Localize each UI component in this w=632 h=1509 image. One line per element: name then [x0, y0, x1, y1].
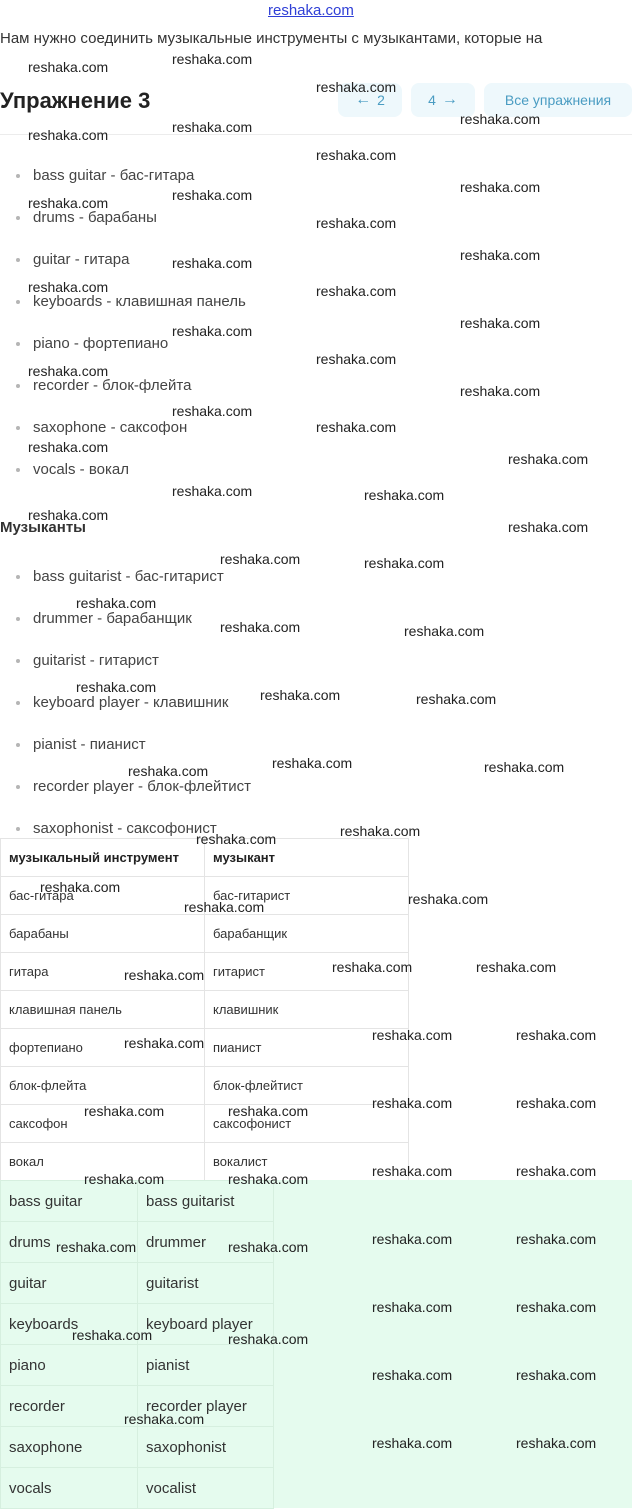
watermark: reshaka.com: [272, 755, 353, 771]
musician-item: [0, 735, 251, 777]
table-cell: бас-гитарист: [205, 877, 409, 915]
watermark: reshaka.com: [124, 1411, 205, 1427]
watermark: reshaka.com: [128, 763, 209, 779]
watermark: reshaka.com: [84, 1171, 165, 1187]
bullet-icon: [16, 785, 20, 789]
watermark: reshaka.com: [460, 315, 541, 331]
table-cell: recorder player: [138, 1386, 274, 1427]
watermark: reshaka.com: [172, 255, 253, 271]
bullet-icon: [16, 384, 20, 388]
watermark: reshaka.com: [316, 351, 397, 367]
watermark: reshaka.com: [40, 879, 121, 895]
instrument-text: saxophone - саксофон: [33, 419, 188, 436]
watermark: reshaka.com: [172, 51, 253, 67]
table-cell: вокалист: [205, 1143, 409, 1181]
table-cell: keyboards: [1, 1304, 138, 1345]
watermark: reshaka.com: [228, 1239, 309, 1255]
table-cell: piano: [1, 1345, 138, 1386]
watermark: reshaka.com: [372, 1231, 453, 1247]
table-row: [1, 1427, 274, 1468]
musician-text: bass guitarist - бас-гитарист: [33, 568, 224, 585]
watermark: reshaka.com: [196, 831, 277, 847]
watermark: reshaka.com: [416, 691, 497, 707]
watermark: reshaka.com: [28, 507, 109, 523]
bullet-icon: [16, 174, 20, 178]
musician-item: [0, 693, 251, 735]
watermark: reshaka.com: [316, 419, 397, 435]
bullet-icon: [16, 827, 20, 831]
table-cell: bass guitar: [1, 1181, 138, 1222]
table-cell: recorder: [1, 1386, 138, 1427]
next-exercise-label: 4: [428, 92, 436, 108]
watermark: reshaka.com: [228, 1331, 309, 1347]
bullet-icon: [16, 659, 20, 663]
instrument-text: vocals - вокал: [33, 461, 129, 478]
musicians-list: [0, 567, 251, 861]
watermark: reshaka.com: [340, 823, 421, 839]
watermark: reshaka.com: [228, 1103, 309, 1119]
watermark: reshaka.com: [516, 1435, 597, 1451]
bullet-icon: [16, 743, 20, 747]
watermark: reshaka.com: [516, 1163, 597, 1179]
watermark: reshaka.com: [172, 187, 253, 203]
table-row: [1, 1105, 409, 1143]
table-cell: keyboard player: [138, 1304, 274, 1345]
instrument-item: [0, 208, 246, 250]
table-row: [1, 1345, 274, 1386]
watermark: reshaka.com: [172, 483, 253, 499]
instrument-text: piano - фортепиано: [33, 335, 169, 352]
instrument-text: bass guitar - бас-гитара: [33, 167, 195, 184]
arrow-left-icon: ←: [355, 91, 372, 108]
table-cell: бас-гитара: [1, 877, 205, 915]
watermark: reshaka.com: [124, 1035, 205, 1051]
watermark: reshaka.com: [56, 1239, 137, 1255]
table-row: [1, 915, 409, 953]
bullet-icon: [16, 300, 20, 304]
table-cell: клавишник: [205, 991, 409, 1029]
watermark: reshaka.com: [476, 959, 557, 975]
watermark: reshaka.com: [372, 1435, 453, 1451]
watermark: reshaka.com: [460, 111, 541, 127]
watermark: reshaka.com: [228, 1171, 309, 1187]
instrument-text: recorder - блок-флейта: [33, 377, 192, 394]
watermark: reshaka.com: [260, 687, 341, 703]
musician-text: saxophonist - саксофонист: [33, 820, 217, 837]
watermark: reshaka.com: [316, 79, 397, 95]
watermark: reshaka.com: [516, 1299, 597, 1315]
watermark: reshaka.com: [484, 759, 565, 775]
watermark: reshaka.com: [28, 59, 109, 75]
table-cell: блок-флейтист: [205, 1067, 409, 1105]
watermark: reshaka.com: [220, 619, 301, 635]
watermark: reshaka.com: [408, 891, 489, 907]
musician-item: [0, 777, 251, 819]
column-header: музыкант: [205, 839, 409, 877]
watermark: reshaka.com: [460, 179, 541, 195]
arrow-right-icon: →: [441, 91, 458, 108]
table-cell: guitarist: [138, 1263, 274, 1304]
table-cell: гитарист: [205, 953, 409, 991]
table-row: [1, 991, 409, 1029]
watermark: reshaka.com: [372, 1367, 453, 1383]
watermark: reshaka.com: [516, 1367, 597, 1383]
table-row: [1, 1143, 409, 1181]
instrument-text: drums - барабаны: [33, 209, 157, 226]
musician-text: keyboard player - клавишник: [33, 694, 229, 711]
table-cell: саксофонист: [205, 1105, 409, 1143]
watermark: reshaka.com: [316, 147, 397, 163]
site-header: [0, 0, 632, 24]
table-cell: барабаны: [1, 915, 205, 953]
watermark: reshaka.com: [28, 127, 109, 143]
table-cell: вокал: [1, 1143, 205, 1181]
table-cell: блок-флейта: [1, 1067, 205, 1105]
table-cell: саксофон: [1, 1105, 205, 1143]
watermark: reshaka.com: [508, 519, 589, 535]
watermark: reshaka.com: [316, 215, 397, 231]
watermark: reshaka.com: [404, 623, 485, 639]
table-cell: пианист: [205, 1029, 409, 1067]
watermark: reshaka.com: [172, 323, 253, 339]
watermark: reshaka.com: [364, 555, 445, 571]
watermark: reshaka.com: [508, 451, 589, 467]
table-cell: барабанщик: [205, 915, 409, 953]
table-row: [1, 1263, 274, 1304]
bullet-icon: [16, 342, 20, 346]
musician-text: drummer - барабанщик: [33, 610, 192, 627]
watermark: reshaka.com: [364, 487, 445, 503]
bullet-icon: [16, 216, 20, 220]
watermark: reshaka.com: [516, 1231, 597, 1247]
bullet-icon: [16, 258, 20, 262]
watermark: reshaka.com: [460, 247, 541, 263]
watermark: reshaka.com: [372, 1163, 453, 1179]
watermark: reshaka.com: [516, 1027, 597, 1043]
table-cell: pianist: [138, 1345, 274, 1386]
watermark: reshaka.com: [372, 1095, 453, 1111]
musician-text: guitarist - гитарист: [33, 652, 159, 669]
watermark: reshaka.com: [76, 595, 157, 611]
watermark: reshaka.com: [516, 1095, 597, 1111]
watermark: reshaka.com: [316, 283, 397, 299]
watermark: reshaka.com: [72, 1327, 153, 1343]
bullet-icon: [16, 426, 20, 430]
watermark: reshaka.com: [460, 383, 541, 399]
table-cell: vocals: [1, 1468, 138, 1509]
musicians-heading: Музыканты: [0, 519, 86, 536]
bullet-icon: [16, 701, 20, 705]
site-link[interactable]: reshaka.com: [268, 2, 354, 19]
watermark: reshaka.com: [220, 551, 301, 567]
table-cell: drums: [1, 1222, 138, 1263]
table-cell: bass guitarist: [138, 1181, 274, 1222]
watermark: reshaka.com: [332, 959, 413, 975]
watermark: reshaka.com: [28, 363, 109, 379]
musician-text: recorder player - блок-флейтист: [33, 778, 252, 795]
table-cell: saxophone: [1, 1427, 138, 1468]
watermark: reshaka.com: [28, 195, 109, 211]
musician-item: [0, 609, 251, 651]
watermark: reshaka.com: [76, 679, 157, 695]
column-header: музыкальный инструмент: [1, 839, 205, 877]
instrument-text: guitar - гитара: [33, 251, 130, 268]
watermark: reshaka.com: [172, 119, 253, 135]
bullet-icon: [16, 468, 20, 472]
intro-text: Нам нужно соединить музыкальные инструменты с музыкантами, которые на: [0, 30, 543, 47]
watermark: reshaka.com: [28, 279, 109, 295]
exercise-title: Упражнение 3: [0, 88, 151, 113]
table-cell: клавишная панель: [1, 991, 205, 1029]
watermark: reshaka.com: [372, 1027, 453, 1043]
table-row: [1, 1468, 274, 1509]
table-cell: guitar: [1, 1263, 138, 1304]
watermark: reshaka.com: [372, 1299, 453, 1315]
table-row: [1, 1029, 409, 1067]
watermark: reshaka.com: [28, 439, 109, 455]
prev-exercise-label: 2: [377, 92, 385, 108]
instrument-text: keyboards - клавишная панель: [33, 293, 246, 310]
bullet-icon: [16, 617, 20, 621]
table-cell: фортепиано: [1, 1029, 205, 1067]
watermark: reshaka.com: [172, 403, 253, 419]
watermark: reshaka.com: [124, 967, 205, 983]
all-exercises-label: Все упражнения: [504, 92, 612, 108]
watermark: reshaka.com: [184, 899, 265, 915]
table-cell: vocalist: [138, 1468, 274, 1509]
table-row: [1, 1067, 409, 1105]
watermark: reshaka.com: [84, 1103, 165, 1119]
table-cell: гитара: [1, 953, 205, 991]
bullet-icon: [16, 575, 20, 579]
table-cell: drummer: [138, 1222, 274, 1263]
table-cell: saxophonist: [138, 1427, 274, 1468]
musician-text: pianist - пианист: [33, 736, 146, 753]
